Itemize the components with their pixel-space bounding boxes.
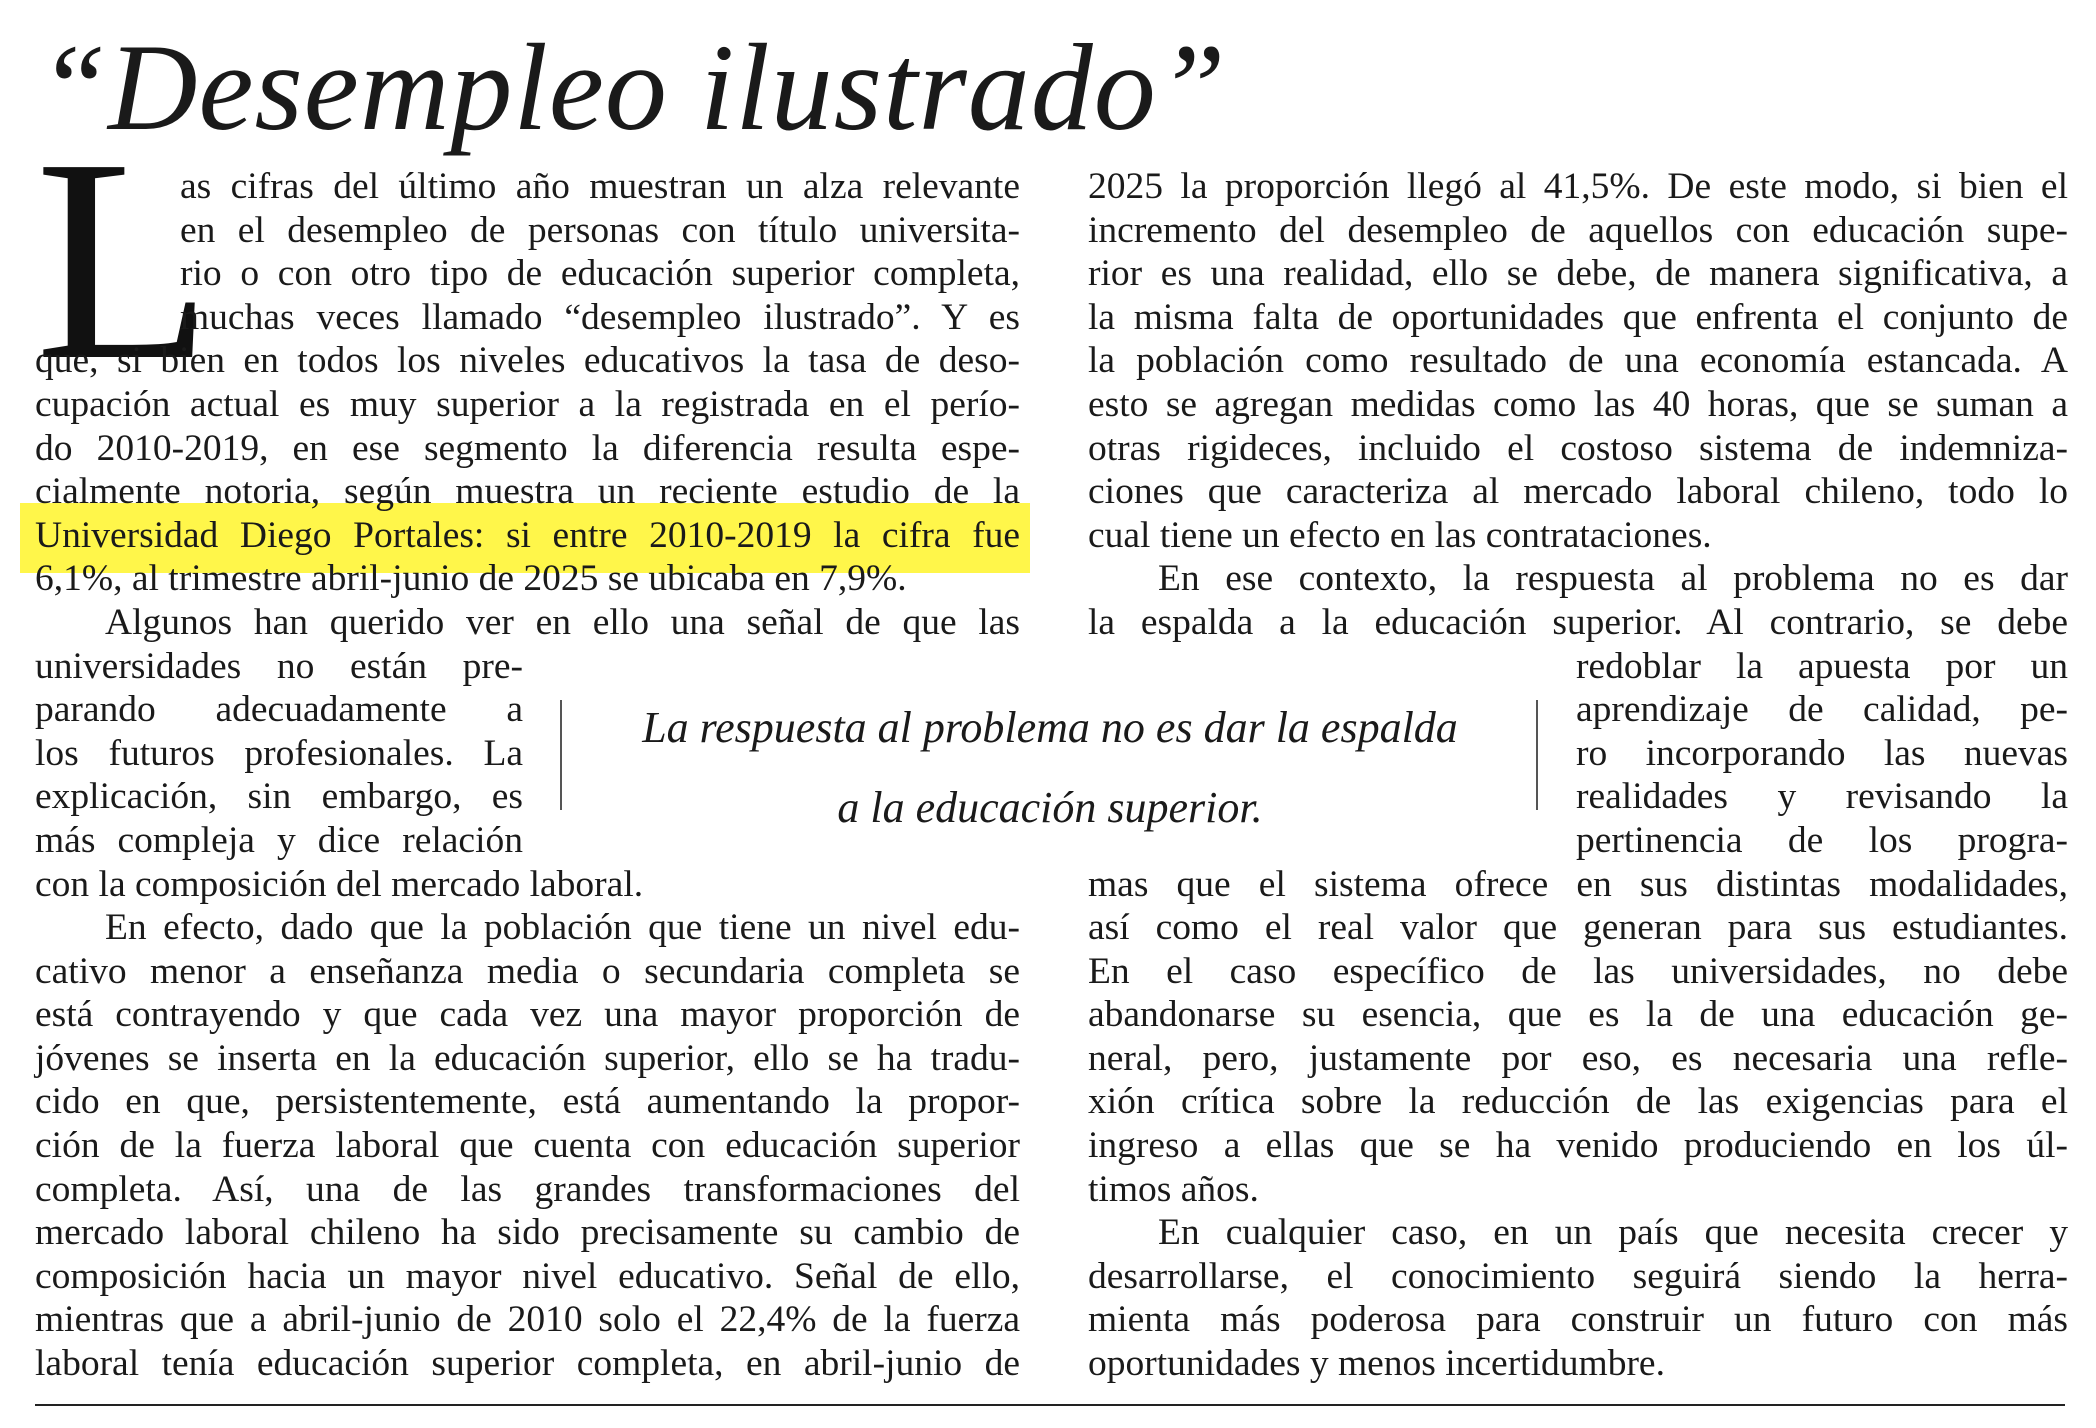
text-line: esto se agregan medidas como las 40 horas, que se suman a <box>1088 383 2068 425</box>
text-line: con la composición del mercado laboral. <box>35 863 644 905</box>
text-line: mas que el sistema ofrece en sus distintas modalidades, <box>1088 863 2068 905</box>
text-line: ción de la fuerza laboral que cuenta con educación superior <box>35 1125 1020 1167</box>
text-line: cual tiene un efecto en las contrataciones. <box>1088 514 1712 556</box>
text-line: cativo menor a enseñanza media o secundaria completa se <box>35 950 1020 992</box>
text-line: la misma falta de oportunidades que enfrenta el conjunto de <box>1088 296 2068 338</box>
text-line: timos años. <box>1088 1168 1259 1210</box>
text-line: redoblar la apuesta por un <box>1576 645 2068 687</box>
text-line: explicación, sin embargo, es <box>35 776 523 818</box>
text-line: mercado laboral chileno ha sido precisamente su cambio de <box>35 1212 1020 1254</box>
text-line: mientras que a abril-junio de 2010 solo el 22,4% de la fuerza <box>35 1299 1020 1341</box>
text-line: En efecto, dado que la población que tiene un nivel edu- <box>105 907 1020 949</box>
text-line: desarrollarse, el conocimiento seguirá siendo la herra- <box>1088 1255 2068 1297</box>
left-column <box>35 165 1020 1386</box>
text-line: 2025 la proporción llegó al 41,5%. De este modo, si bien el <box>1088 166 2068 207</box>
text-line: universidades no están pre- <box>35 645 523 687</box>
text-line: abandonarse su esencia, que es la de una educación ge- <box>1088 994 2068 1036</box>
text-line: oportunidades y menos incertidumbre. <box>1088 1343 1665 1385</box>
text-line: cido en que, persistentemente, está aumentando la propor- <box>35 1081 1020 1123</box>
text-line: cialmente notoria, según muestra un reciente estudio de la <box>35 471 1020 513</box>
text-line: más compleja y dice relación <box>35 819 523 861</box>
text-line: otras rigideces, incluido el costoso sistema de indemniza- <box>1088 427 2068 469</box>
text-line: los futuros profesionales. La <box>35 732 523 774</box>
text-line: está contrayendo y que cada vez una mayor proporción de <box>35 994 1020 1036</box>
bottom-rule <box>35 1404 2065 1406</box>
text-line: realidades y revisando la <box>1576 776 2068 818</box>
text-line: parando adecuadamente a <box>35 689 523 731</box>
text-line: que, si bien en todos los niveles educativos la tasa de deso- <box>35 340 1020 382</box>
text-line: En el caso específico de las universidades, no debe <box>1088 950 2068 992</box>
highlighted-line: Universidad Diego Portales: si entre 2010-2019 la cifra fue <box>35 514 1020 556</box>
text-line: rio o con otro tipo de educación superior completa, <box>180 253 1020 295</box>
text-line: En cualquier caso, en un país que necesita crecer y <box>1158 1212 2068 1254</box>
text-line: incremento del desempleo de aquellos con educación supe- <box>1088 209 2068 251</box>
pull-quote-line: La respuesta al problema no es dar la espalda <box>642 703 1458 752</box>
text-line: neral, pero, justamente por eso, es necesaria una refle- <box>1088 1037 2068 1079</box>
text-line: pertinencia de los progra- <box>1576 819 2068 861</box>
text-line: la población como resultado de una economía estancada. A <box>1088 340 2068 382</box>
text-line: laboral tenía educación superior completa, en abril-junio de <box>35 1343 1020 1385</box>
text-line: mienta más poderosa para construir un futuro con más <box>1088 1299 2068 1341</box>
text-line: muchas veces llamado “desempleo ilustrado”. Y es <box>180 296 1020 338</box>
text-line: xión crítica sobre la reducción de las exigencias para el <box>1088 1081 2068 1123</box>
drop-cap: L <box>35 99 213 420</box>
text-line: cupación actual es muy superior a la registrada en el perío- <box>35 383 1020 425</box>
text-line: do 2010-2019, en ese segmento la diferencia resulta espe- <box>35 427 1020 469</box>
article-title: “Desempleo ilustrado” <box>38 19 1227 156</box>
text-line: 6,1%, al trimestre abril-junio de 2025 se ubicaba en 7,9%. <box>35 558 907 600</box>
pull-quote-line: a la educación superior. <box>837 783 1263 832</box>
text-line: así como el real valor que generan para sus estudiantes. <box>1088 907 2068 949</box>
text-line: en el desempleo de personas con título universita- <box>180 209 1020 251</box>
text-line: En ese contexto, la respuesta al problema no es dar <box>1158 558 2068 600</box>
text-line: la espalda a la educación superior. Al contrario, se debe <box>1088 601 2068 643</box>
pull-quote-rule-right <box>1536 700 1538 810</box>
text-line: ro incorporando las nuevas <box>1576 732 2068 774</box>
text-line: aprendizaje de calidad, pe- <box>1576 689 2068 731</box>
text-line: composición hacia un mayor nivel educativo. Señal de ello, <box>35 1255 1020 1297</box>
text-line: ciones que caracteriza al mercado laboral chileno, todo lo <box>1088 471 2068 513</box>
text-line: jóvenes se inserta en la educación superior, ello se ha tradu- <box>35 1037 1020 1079</box>
text-line: as cifras del último año muestran un alza relevante <box>180 166 1020 207</box>
text-line: Algunos han querido ver en ello una señal de que las <box>105 601 1020 643</box>
text-line: rior es una realidad, ello se debe, de manera significativa, a <box>1088 253 2068 295</box>
text-line: ingreso a ellas que se ha venido produciendo en los úl- <box>1088 1125 2068 1167</box>
text-line: completa. Así, una de las grandes transformaciones del <box>35 1168 1020 1210</box>
